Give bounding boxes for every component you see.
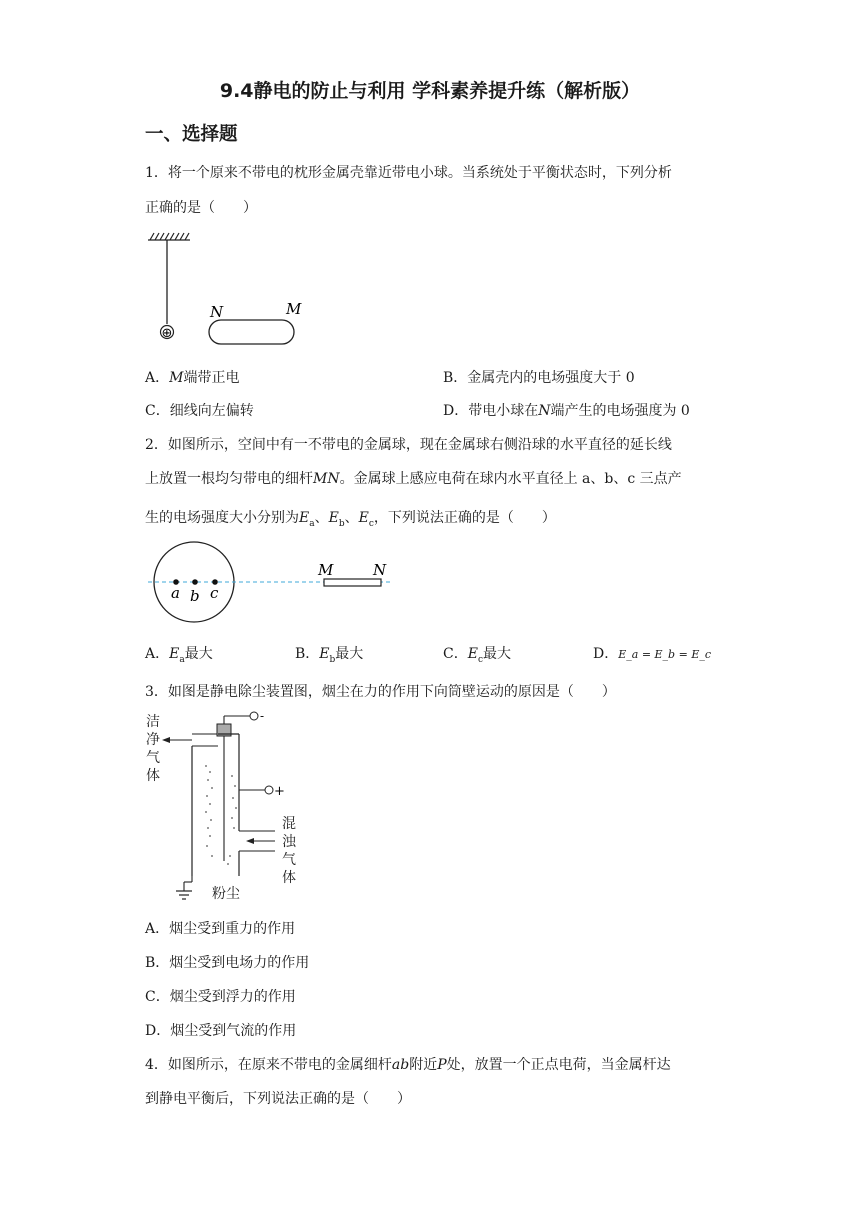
negative-sign: -: [260, 709, 265, 723]
label-m: M: [286, 300, 302, 318]
q2-option-b[interactable]: B．$E_b$最大: [295, 646, 364, 665]
q1-option-d[interactable]: D．带电小球在N端产生的电场强度为 0: [443, 403, 690, 419]
q3-figure: [140, 706, 320, 906]
svg-text:体: 体: [146, 768, 160, 784]
svg-text:气: 气: [282, 852, 296, 868]
svg-text:体: 体: [282, 870, 296, 886]
pillow-metal-shell: [209, 320, 294, 344]
q2-text-line1: 2．如图所示，空间中有一不带电的金属球，现在金属球右侧沿球的水平直径的延长线: [145, 437, 672, 453]
charged-rod-mn: [324, 579, 381, 586]
label-m: M: [318, 561, 334, 579]
q2-option-a[interactable]: A．$E_a$最大: [145, 646, 213, 665]
q1-text-line2: 正确的是（ ）: [145, 200, 257, 216]
q2-figure: [140, 540, 400, 625]
positive-terminal: [265, 786, 273, 794]
q3-option-a[interactable]: A．烟尘受到重力的作用: [145, 921, 296, 937]
svg-text:气: 气: [146, 750, 160, 766]
dust-label: 粉尘: [212, 886, 240, 902]
q2-text-line3: 生的电场强度大小分别为$E_a$、$E_b$、$E_c$，下列说法正确的是（ ）: [145, 510, 556, 529]
q4-text-line2: 到静电平衡后，下列说法正确的是（ ）: [145, 1091, 411, 1107]
q2-option-d[interactable]: D．E_a = E_b = E_c: [593, 646, 712, 662]
clean-air-label: [146, 713, 160, 784]
label-c: c: [210, 584, 219, 602]
label-n: N: [210, 303, 224, 321]
q4-text-line1: 4．如图所示，在原来不带电的金属细杆ab附近P处，放置一个正点电荷，当金属杆达: [145, 1057, 671, 1073]
q1-figure: [140, 228, 320, 353]
q3-option-d[interactable]: D．烟尘受到气流的作用: [145, 1023, 297, 1039]
ceiling-hatch: [148, 233, 190, 240]
ball-charge-sign: ⊕: [161, 326, 173, 341]
q2-text-line2: 上放置一根均匀带电的细杆MN。金属球上感应电荷在球内水平直径上 a、b、c 三点产: [145, 471, 682, 487]
dust-particles: [205, 765, 237, 865]
q3-option-b[interactable]: B．烟尘受到电场力的作用: [145, 955, 310, 971]
q3-text-line1: 3．如图是静电除尘装置图，烟尘在力的作用下向筒壁运动的原因是（ ）: [145, 684, 616, 700]
section-heading: 一、选择题: [145, 124, 238, 145]
page-title: 9.4静电的防止与利用 学科素养提升练（解析版）: [219, 80, 641, 102]
q2-option-c[interactable]: C．$E_c$最大: [443, 646, 511, 665]
negative-terminal: [250, 712, 258, 720]
q1-text-line1: 1．将一个原来不带电的枕形金属壳靠近带电小球。当系统处于平衡状态时，下列分析: [145, 165, 672, 181]
label-n: N: [373, 561, 387, 579]
label-a: a: [171, 584, 180, 602]
point-b: [192, 579, 198, 585]
svg-text:洁: 洁: [146, 714, 160, 730]
svg-text:净: 净: [146, 732, 160, 748]
positive-sign: +: [274, 784, 285, 799]
q1-option-b[interactable]: B．金属壳内的电场强度大于 0: [443, 370, 635, 386]
q1-option-c[interactable]: C．细线向左偏转: [145, 403, 254, 419]
label-b: b: [190, 587, 200, 605]
svg-text:浊: 浊: [282, 834, 296, 850]
q1-option-a[interactable]: A．M端带正电: [145, 370, 240, 386]
q3-option-c[interactable]: C．烟尘受到浮力的作用: [145, 989, 296, 1005]
dirty-air-label: [282, 816, 297, 886]
ground-symbol: [176, 891, 192, 899]
svg-text:混: 混: [282, 816, 296, 832]
